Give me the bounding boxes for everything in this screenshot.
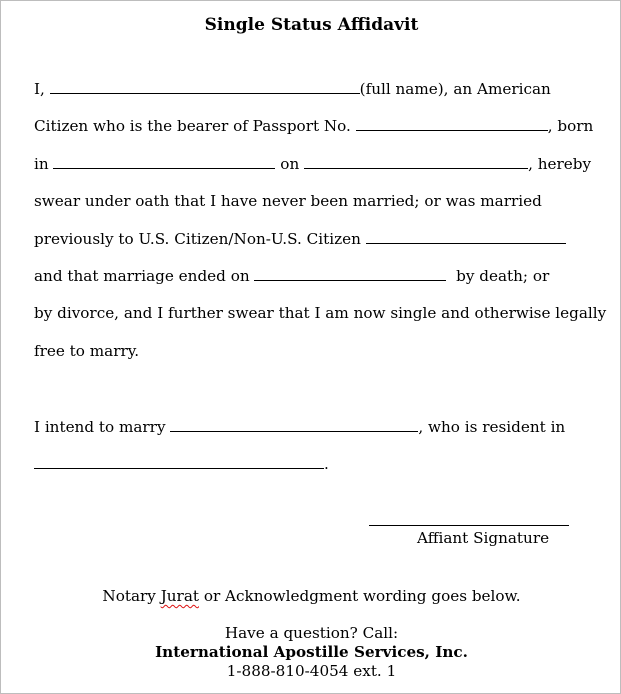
birth-line <box>34 154 591 174</box>
notary-flagged-word: Jurat <box>160 587 199 605</box>
line1-prefix: I, <box>34 80 45 98</box>
line1-suffix: (full name), an American <box>359 80 551 98</box>
previous-spouse-blank[interactable] <box>366 229 566 244</box>
full-name-line <box>34 79 551 99</box>
line9-prefix: I intend to marry <box>34 418 166 436</box>
passport-line <box>34 116 593 136</box>
marriage-ended-line <box>34 266 549 286</box>
intend-to-marry-line <box>34 417 565 437</box>
line10-suffix: . <box>324 455 329 473</box>
notary-after: or Acknowledgment wording goes below. <box>203 587 521 605</box>
line2-prefix: Citizen who is the bearer of Passport No. <box>34 117 351 135</box>
oath-line: swear under oath that I have never been married; or was married <box>34 192 542 210</box>
contact-question: Have a question? Call: <box>224 624 399 642</box>
full-name-blank[interactable] <box>50 79 360 94</box>
line5-prefix: previously to U.S. Citizen/Non-U.S. Citizen <box>34 230 361 248</box>
birth-date-blank[interactable] <box>304 154 528 169</box>
document-title: Single Status Affidavit <box>204 15 419 35</box>
line3-suffix: , hereby <box>528 155 592 173</box>
line3-middle: on <box>280 155 300 173</box>
line6-prefix: and that marriage ended on <box>34 267 250 285</box>
contact-phone: 1-888-810-4054 ext. 1 <box>226 662 397 680</box>
line3-prefix: in <box>34 155 49 173</box>
notary-note <box>1 586 621 606</box>
birth-place-blank[interactable] <box>53 154 275 169</box>
previous-spouse-line <box>34 229 566 249</box>
residence-blank[interactable] <box>34 454 324 469</box>
line6-suffix: by death; or <box>456 267 550 285</box>
residence-line <box>34 454 329 474</box>
marriage-ended-date-blank[interactable] <box>254 266 446 281</box>
intended-spouse-blank[interactable] <box>170 417 418 432</box>
line9-suffix: , who is resident in <box>418 418 566 436</box>
signature-label: Affiant Signature <box>417 529 550 547</box>
line2-suffix: , born <box>547 117 594 135</box>
notary-before: Notary <box>102 587 156 605</box>
passport-number-blank[interactable] <box>356 116 548 131</box>
free-to-marry-line: free to marry. <box>34 342 140 360</box>
contact-company: International Apostille Services, Inc. <box>155 643 468 661</box>
divorce-line: by divorce, and I further swear that I am now single and otherwise legally <box>34 304 607 322</box>
signature-line[interactable] <box>369 525 569 526</box>
